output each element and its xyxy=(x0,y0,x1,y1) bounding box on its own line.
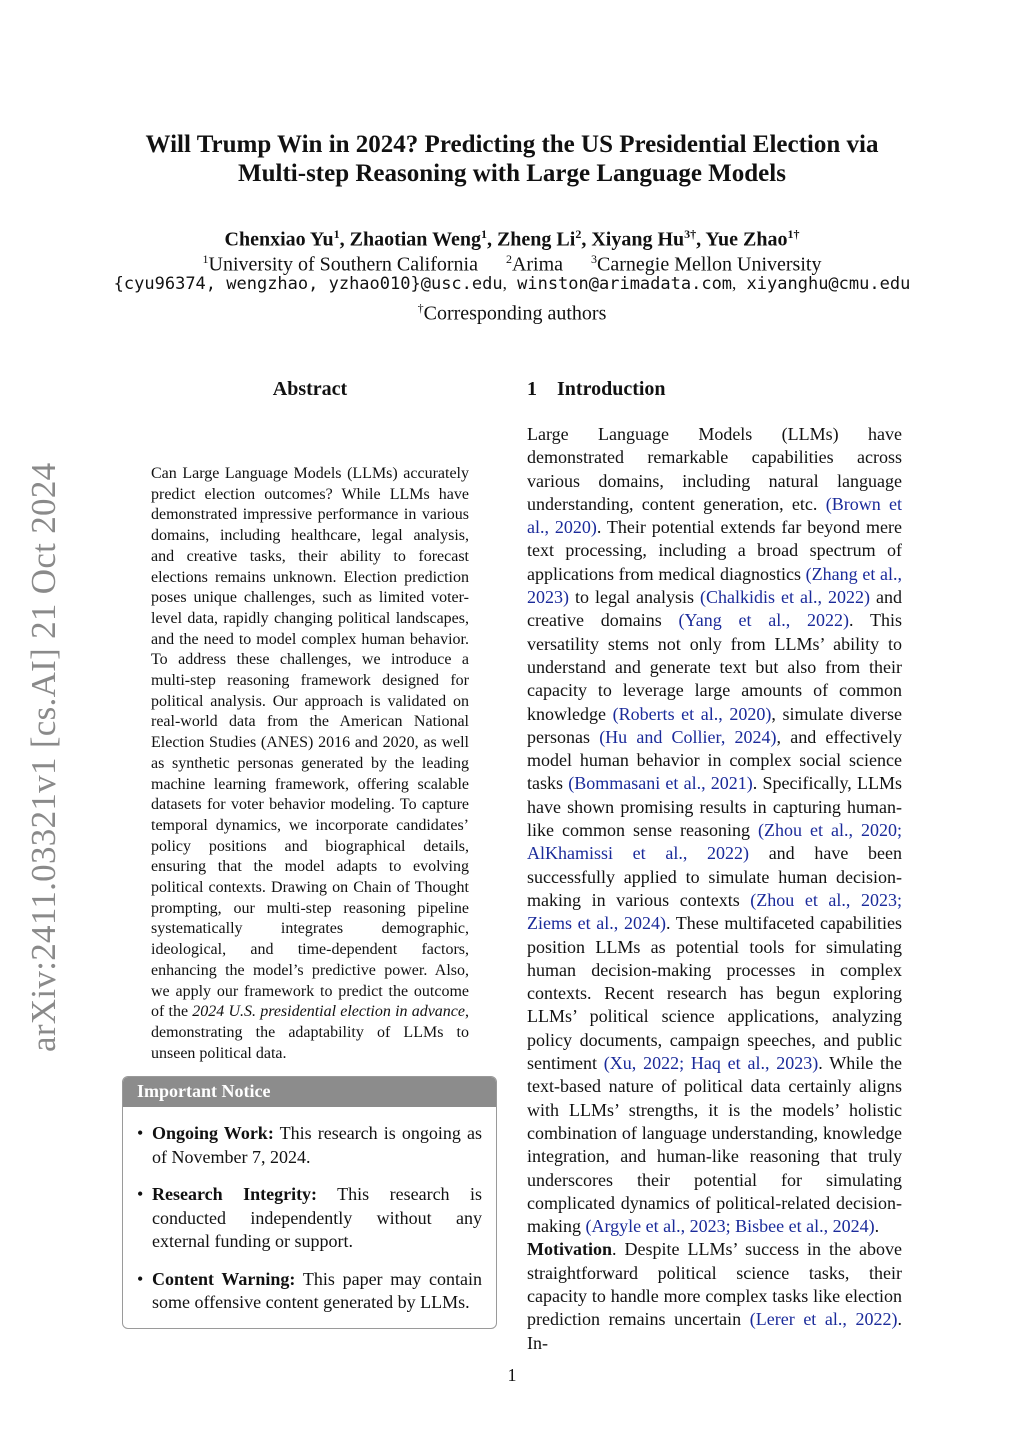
notice-item xyxy=(137,1122,482,1169)
citation-link[interactable]: (Bommasani et al., 2021) xyxy=(568,773,753,794)
notice-item-text: This research is ongoing as of November 7, 2024. xyxy=(152,1123,482,1167)
paragraph-text: . Despite LLMs’ success in the above straightforward political science tasks, their capacity to handle more complex tasks like election prediction remains uncertain xyxy=(527,1239,902,1330)
abstract-text: Can Large Language Models (LLMs) accurately predict election outcomes? While LLMs have demonstrated impressive performance in various domains, including healthcare, legal analysis, and creative tasks, their ability to forecast elections remains unknown. Election prediction poses unique challenges, such as limited voter-level data, rapidly changing political landscapes, and the need to model complex human behavior. To address these challenges, we introduce a multi-step reasoning framework designed for political analysis. Our approach is validated on real-world data from the American National Election Studies (ANES) 2016 and 2020, as well as synthetic personas generated by the leading machine learning framework, offering scalable datasets for voter behavior modeling. To capture temporal dynamics, we incorporate candidates’ policy positions and biographical details, ensuring that the model adapts to evolving political contexts. Drawing on Chain of Thought prompting, our multi-step reasoning pipeline systematically integrates demographic, ideological, and time-dependent factors, enhancing the model’s predictive power. Also, we apply our framework to predict the outcome of the xyxy=(151,465,469,1021)
paragraph-text: . Specifically, LLMs have shown promising results in capturing human-like common sense reasoning xyxy=(527,773,903,841)
introduction-body xyxy=(527,423,902,1355)
section-number: 1 xyxy=(527,378,537,400)
paragraph-text: , and effectively model human behavior in complex social science tasks xyxy=(527,726,903,794)
affiliation-mark: 1 xyxy=(202,252,209,266)
affiliation-name: Arima xyxy=(511,253,564,276)
notice-list xyxy=(123,1122,496,1315)
author-mark: 2 xyxy=(575,227,582,241)
affiliation-mark: 2 xyxy=(505,252,512,266)
corresponding-text: Corresponding authors xyxy=(423,302,607,325)
arxiv-stamp: arXiv:2411.03321v1 [cs.AI] 21 Oct 2024 xyxy=(24,462,63,1052)
notice-heading: Important Notice xyxy=(123,1077,496,1107)
citation-link[interactable]: (Hu and Collier, 2024) xyxy=(599,726,777,747)
paragraph-text: . xyxy=(874,1216,880,1237)
notice-item-label: Content Warning: xyxy=(152,1268,296,1289)
email-arima: winston@arimadata.com xyxy=(517,274,733,294)
email-usc: {cyu96374, wengzhao, yzhao010}@usc.edu xyxy=(113,274,503,294)
abstract-heading: Abstract xyxy=(272,378,348,400)
author-mark: 3† xyxy=(684,227,697,241)
corresponding-mark: † xyxy=(417,301,424,315)
author-name: Yue Zhao xyxy=(705,228,788,251)
citation-link[interactable]: (Roberts et al., 2020) xyxy=(612,703,772,724)
author-name: Zhaotian Weng xyxy=(349,228,481,251)
email-cmu: xiyanghu@cmu.edu xyxy=(746,274,911,294)
email-separator: , xyxy=(502,274,507,293)
bullet-icon: • xyxy=(137,1123,144,1143)
bullet-icon: • xyxy=(137,1268,144,1289)
citation-link[interactable]: (Zhang et al., 2023) xyxy=(527,563,902,608)
notice-item xyxy=(137,1183,482,1254)
motivation-label: Motivation xyxy=(527,1239,612,1260)
notice-item-label: Research Integrity: xyxy=(152,1184,318,1204)
section-title: Introduction xyxy=(557,378,666,400)
title-line-2: Multi-step Reasoning with Large Language Models xyxy=(238,160,786,187)
paragraph-text: and have been successfully applied to simulate human decision-making in various contexts xyxy=(527,843,902,910)
paper-title xyxy=(100,130,924,188)
title-line-1: Will Trump Win in 2024? Predicting the US Presidential Election via xyxy=(145,131,879,158)
citation-link[interactable]: (Zhou et al., 2023; Ziems et al., 2024) xyxy=(527,889,902,934)
citation-link[interactable]: (Lerer et al., 2022) xyxy=(749,1309,898,1330)
section-heading-introduction xyxy=(527,378,666,401)
author-name: Xiyang Hu xyxy=(591,228,685,251)
citation-link[interactable]: (Brown et al., 2020) xyxy=(527,493,903,538)
author-list: Chenxiao Yu$^1$, Zhaotian Weng$^1$, Zheng Li$^2$, Xiyang $Hu^{3\dagger}$, Yue Zhao$^{1\dagger}$ xyxy=(224,227,800,251)
introduction-paragraph-1 xyxy=(527,423,902,1238)
abstract-text-end: , demonstrating the adaptability of LLMs to unseen political data. xyxy=(151,1003,470,1062)
abstract-body xyxy=(151,464,469,1064)
citation-link[interactable]: (Xu, 2022; Haq et al., 2023) xyxy=(603,1053,819,1074)
paragraph-text: . These multifaceted capabilities position LLMs as potential tools for simulating human decision-making processes in complex contexts. Recent research has begun exploring LLMs’ political science applications, analyzing policy documents, campaign speeches, and public sentiment xyxy=(527,913,903,1074)
paragraph-text: , simulate diverse personas xyxy=(527,703,903,747)
citation-link[interactable]: (Argyle et al., 2023; Bisbee et al., 2024) xyxy=(585,1216,875,1237)
abstract-italic-text: 2024 U.S. presidential election in advance xyxy=(192,1003,466,1021)
notice-item-text: This research is conducted independently without any external funding or support. xyxy=(152,1184,482,1251)
notice-item-label: Ongoing Work: xyxy=(152,1123,274,1143)
paragraph-text: . In- xyxy=(527,1309,903,1353)
email-list xyxy=(40,272,984,296)
author-mark: 1 xyxy=(333,227,340,241)
introduction-paragraph-2 xyxy=(527,1238,902,1354)
citation-link[interactable]: (Zhou et al., 2020; AlKhamissi et al., 2022) xyxy=(527,820,902,864)
author-name: Chenxiao Yu xyxy=(224,228,334,251)
notice-item-text: This paper may contain some offensive content generated by LLMs. xyxy=(152,1268,482,1312)
citation-link[interactable]: (Yang et al., 2022) xyxy=(678,610,850,631)
paragraph-text: . While the text-based nature of political data certainly aligns with LLMs’ strengths, it is the models’ holistic combination of language understanding, knowledge integration, and human-like reasoning that truly underscores their potential for simulating complicated dynamics of political-related decision-making xyxy=(527,1053,902,1237)
affiliation-name: Carnegie Mellon University xyxy=(597,253,822,276)
important-notice-box xyxy=(122,1076,497,1329)
author-mark: 1 xyxy=(480,227,487,241)
affiliation-name: University of Southern California xyxy=(208,253,478,276)
citation-link[interactable]: (Chalkidis et al., 2022) xyxy=(700,587,870,608)
page-number: 1 xyxy=(507,1365,517,1385)
paragraph-text: and creative domains xyxy=(527,587,902,631)
email-separator: , xyxy=(732,274,737,293)
paragraph-text: Large Language Models (LLMs) have demonstrated remarkable capabilities across various domains, including natural language understanding, content generation, etc. xyxy=(527,424,902,514)
notice-item xyxy=(137,1268,482,1315)
paragraph-text: . This versatility stems not only from LLMs’ ability to understand and generate text but also from their capacity to leverage large amounts of common knowledge xyxy=(527,610,903,724)
corresponding-note xyxy=(100,296,924,326)
paragraph-text: to legal analysis xyxy=(569,587,700,608)
author-name: Zheng Li xyxy=(496,228,576,251)
bullet-icon: • xyxy=(137,1184,144,1204)
author-mark: 1† xyxy=(787,227,800,241)
affiliation-mark: 3 xyxy=(591,252,598,266)
paragraph-text: . Their potential extends far beyond mere text processing, including a broad spectrum of applications from medical diagnostics xyxy=(527,517,903,584)
